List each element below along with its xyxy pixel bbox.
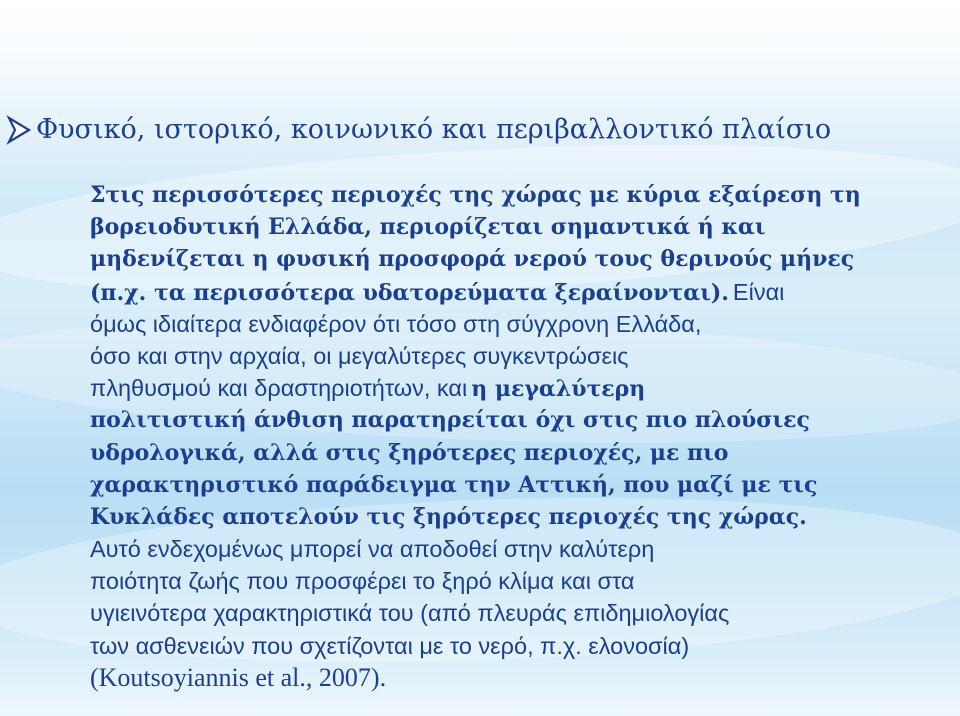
paragraph-segment: (π.χ. τα περισσότερα υδατορεύματα ξεραίνονται). [90,279,729,306]
paragraph-line: Αυτό ενδεχομένως μπορεί να αποδοθεί στην καλύτερη [90,536,655,563]
slide-title-text: Φυσικό, ιστορικό, κοινωνικό και περιβαλλοντικό πλαίσιο [36,114,832,145]
paragraph-line: όσο και στην αρχαία, οι μεγαλύτερες συγκεντρώσεις [90,342,629,369]
paragraph [90,179,950,694]
paragraph-line [90,372,950,404]
paragraph-line: υδρολογικά, αλλά στις ξηρότερες περιοχές, με πιο [90,439,729,466]
paragraph-line: πολιτιστική άνθιση παρατηρείται όχι στις πιο πλούσιες [90,407,810,434]
slide-title [6,114,956,145]
paragraph-line: ποιότητα ζωής που προσφέρει το ξηρό κλίμα και στα [90,568,635,595]
arrow-bullet-icon [6,115,32,145]
paragraph-line: Στις περισσότερες περιοχές της χώρας με κύρια εξαίρεση τη [90,182,861,208]
paragraph-segment: πληθυσμού και δραστηριοτήτων, και [90,375,468,402]
paragraph-segment: Είναι [732,278,785,305]
paragraph-line: υγιεινότερα χαρακτηριστικά του (από πλευράς επιδημιολογίας [90,600,730,627]
paragraph-line: μηδενίζεται η φυσική προσφορά νερού τους θερινούς μήνες [90,246,855,273]
paragraph-line: των ασθενειών που σχετίζονται με το νερό, π.χ. ελονοσία) [90,632,690,659]
paragraph-line: Κυκλάδες αποτελούν τις ξηρότερες περιοχές της χώρας. [90,503,807,530]
paragraph-segment: η μεγαλύτερη [471,376,646,403]
paragraph-line: (Koutsoyiannis et al., 2007). [90,662,387,692]
paragraph-line: βορειοδυτική Ελλάδα, περιορίζεται σημαντικά ή και [90,214,766,241]
paragraph-line: όμως ιδιαίτερα ενδιαφέρον ότι τόσο στη σύγχρονη Ελλάδα, [90,310,702,337]
paragraph-line: χαρακτηριστικό παράδειγμα την Αττική, που μαζί με τις [90,471,818,498]
paragraph-line [90,276,950,308]
